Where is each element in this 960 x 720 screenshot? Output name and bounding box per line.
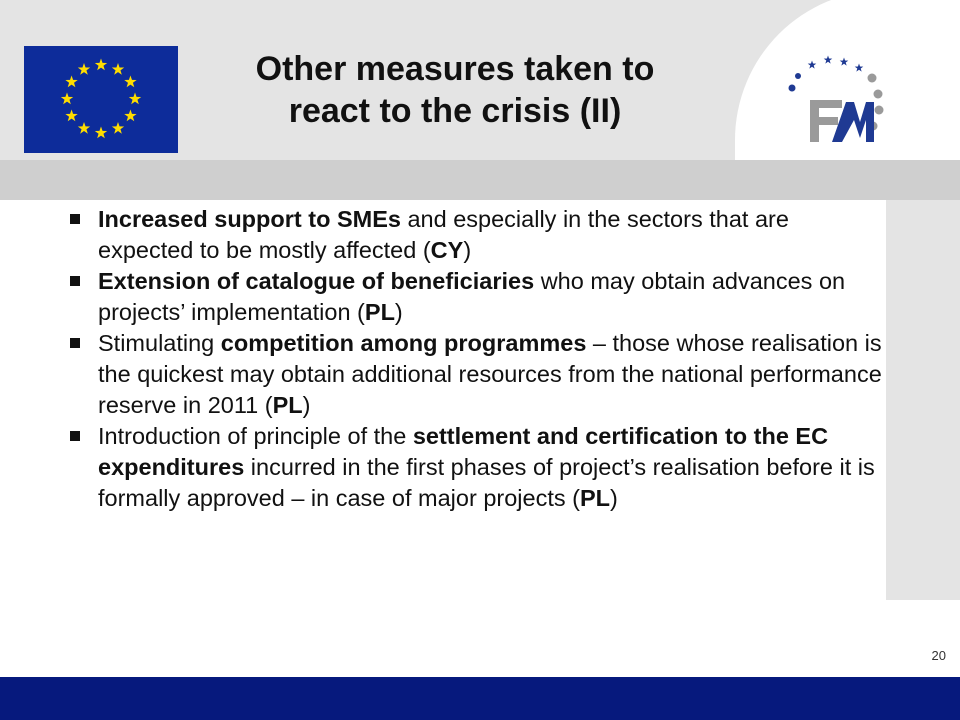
logo-dot	[875, 106, 884, 115]
page-number: 20	[931, 648, 946, 663]
bullet-text: who may obtain advances on projects’ implementation (	[98, 268, 846, 325]
bullet-text-bold: Extension of catalogue of beneficiaries	[98, 268, 535, 294]
flag-star	[112, 63, 124, 75]
logo-dot	[874, 90, 883, 99]
title-line-1: Other measures taken to	[255, 50, 655, 88]
bullet-text: )	[302, 392, 311, 418]
logo-dot	[808, 61, 817, 69]
logo-dot	[824, 56, 833, 64]
bullet-marker	[70, 276, 80, 286]
bullet-text-bold: Increased support to SMEs	[98, 206, 401, 232]
bullet-text: )	[394, 299, 403, 325]
logo-dot	[868, 74, 877, 83]
flag-star	[95, 127, 107, 139]
header-divider-band	[0, 160, 960, 200]
bullet-item	[62, 328, 882, 421]
logo-dot	[795, 73, 801, 79]
bullet-text: – those whose realisation is the quickest may obtain additional resources from the national performance reserve in 2011 (	[98, 330, 882, 418]
bullet-text: )	[463, 237, 472, 263]
right-side-panel	[886, 200, 960, 600]
flag-star	[78, 122, 90, 134]
flag-star	[124, 76, 136, 88]
flag-star	[112, 122, 124, 134]
bullet-text-bold: CY	[430, 237, 464, 263]
bullet-list	[62, 204, 882, 514]
bullet-text-bold: PL	[272, 392, 303, 418]
bullet-text: )	[610, 485, 618, 511]
logo-dot	[789, 85, 796, 92]
logo-dot	[840, 58, 849, 66]
eu-flag-icon	[24, 46, 178, 153]
bullet-item	[62, 421, 882, 514]
flag-star	[124, 110, 136, 122]
bullet-item	[62, 266, 882, 328]
flag-star	[61, 93, 73, 105]
bullet-marker	[70, 214, 80, 224]
flag-star	[129, 93, 141, 105]
flag-star	[78, 63, 90, 75]
slide-title	[190, 48, 720, 132]
bullet-text: incurred in the first phases of project’s realisation before it is formally approved – in case of major projects (	[98, 454, 875, 511]
bullet-item	[62, 204, 882, 266]
bullet-marker	[70, 431, 80, 441]
flag-star	[95, 59, 107, 71]
flag-star	[65, 110, 77, 122]
bullet-marker	[70, 338, 80, 348]
bullet-text: Stimulating	[98, 330, 221, 356]
bullet-text-bold: PL	[364, 299, 395, 325]
bullet-text-bold: settlement and certification to the EC expenditures	[98, 423, 829, 480]
bullet-text: Introduction of principle of the	[98, 423, 413, 449]
footer-band	[0, 677, 960, 720]
bullet-text-bold: PL	[579, 485, 610, 511]
title-line-2: react to the crisis (II)	[288, 92, 622, 130]
bullet-text-bold: competition among programmes	[220, 330, 587, 356]
fm-logo-icon	[780, 50, 900, 155]
bullet-text: and especially in the sectors that are expected to be mostly affected (	[98, 206, 789, 263]
flag-star	[65, 76, 77, 88]
logo-dot	[855, 64, 864, 72]
